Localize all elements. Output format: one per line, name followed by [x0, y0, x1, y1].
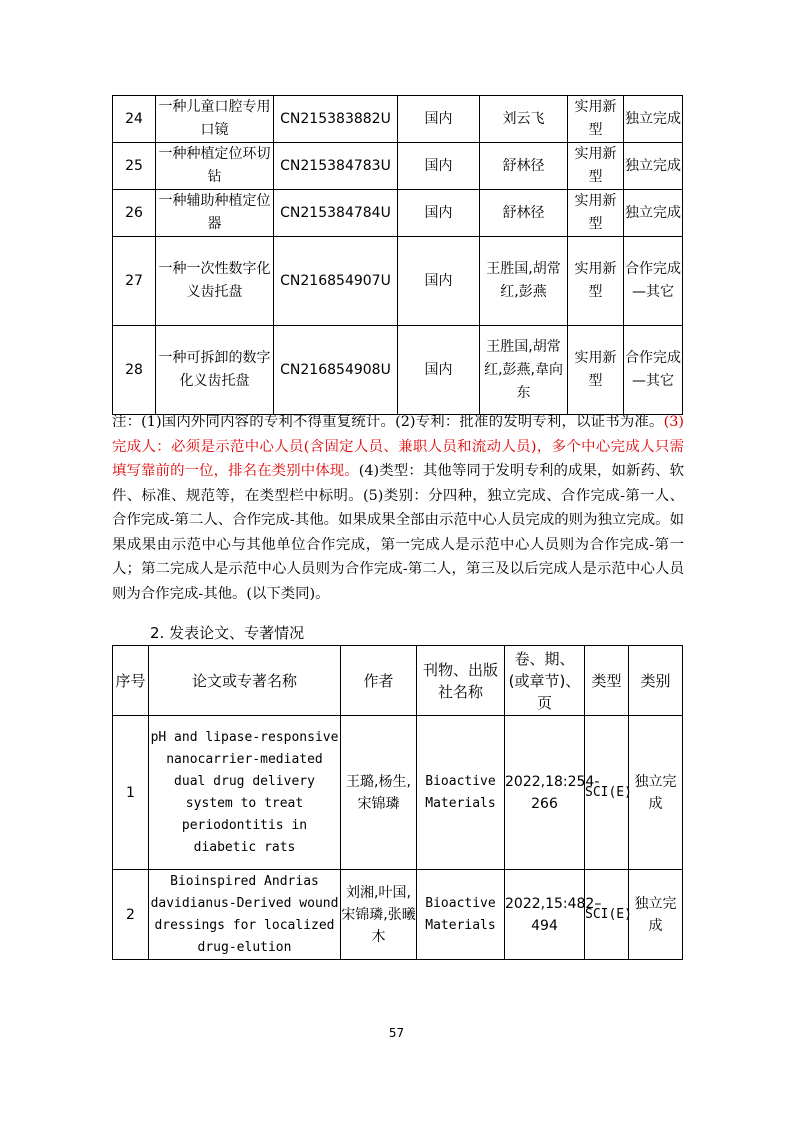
note-part-1: 注：(1)国内外同内容的专利不得重复统计。(2)专利：批准的发明专利，以证书为准。 — [112, 414, 664, 430]
paper-type: SCI(E) — [585, 870, 629, 960]
note-part-2: (3)完成人：必须是示范中心人员(含固定人员、兼职人员和流动人员)，多个中心完成人只需填写靠前的一位，排名在类别中体现。 — [112, 414, 684, 479]
header-author: 作者 — [341, 646, 417, 716]
patent-region: 国内 — [398, 143, 480, 190]
paper-journal: Bioactive Materials — [417, 870, 505, 960]
paper-volume: 2022,18:254-266 — [505, 716, 585, 870]
patent-number: CN215384783U — [274, 143, 398, 190]
patent-no: 28 — [113, 326, 156, 415]
patent-inventor: 王胜国,胡常红,彭燕 — [480, 237, 568, 326]
paper-title: Bioinspired Andrias davidianus-Derived wound dressings for localized drug-elution — [149, 870, 341, 960]
patent-row — [113, 190, 683, 237]
header-volume: 卷、期、(或章节)、页 — [505, 646, 585, 716]
paper-row — [113, 870, 683, 960]
page-number: 57 — [388, 1026, 405, 1040]
patent-category: 独立完成 — [624, 190, 683, 237]
patent-number: CN216854907U — [274, 237, 398, 326]
patent-inventor: 舒林径 — [480, 190, 568, 237]
patent-row — [113, 237, 683, 326]
patent-name: 一种辅助种植定位器 — [156, 190, 274, 237]
patent-category: 合作完成—其它 — [624, 326, 683, 415]
patent-table — [112, 95, 683, 415]
patent-name: 一种种植定位环切钻 — [156, 143, 274, 190]
paper-type: SCI(E) — [585, 716, 629, 870]
paper-author: 刘湘,叶国,宋锦璘,张曦木 — [341, 870, 417, 960]
paper-volume: 2022,15:482–494 — [505, 870, 585, 960]
patent-no: 24 — [113, 96, 156, 143]
patent-type: 实用新型 — [568, 326, 624, 415]
patent-no: 27 — [113, 237, 156, 326]
patent-name: 一种可拆卸的数字化义齿托盘 — [156, 326, 274, 415]
header-category: 类别 — [629, 646, 683, 716]
patent-category: 独立完成 — [624, 143, 683, 190]
patent-type: 实用新型 — [568, 237, 624, 326]
note-part-3: (4)类型：其他等同于发明专利的成果，如新药、软件、标准、规范等，在类型栏中标明。(5)类别：分四种，独立完成、合作完成-第一人、合作完成-第二人、合作完成-其他。如果成果全部由示范中心人员完成的则为独立完成。如果成果由示范中心与其他单位合作完成，第一完成人是示范中心人员则为合作完成-第一人；第二完成人是示范中心人员则为合作完成-第二人，第三及以后完成人是示范中心人员则为合作完成-其他。(以下类同)。 — [112, 463, 684, 602]
paper-no: 2 — [113, 870, 149, 960]
header-journal: 刊物、出版社名称 — [417, 646, 505, 716]
patent-type: 实用新型 — [568, 190, 624, 237]
paper-category: 独立完成 — [629, 870, 683, 960]
patent-number: CN215383882U — [274, 96, 398, 143]
patent-row — [113, 96, 683, 143]
patent-region: 国内 — [398, 96, 480, 143]
paper-author: 王璐,杨生,宋锦璘 — [341, 716, 417, 870]
patent-name: 一种儿童口腔专用口镜 — [156, 96, 274, 143]
paper-journal: Bioactive Materials — [417, 716, 505, 870]
section-heading: 2. 发表论文、专著情况 — [150, 624, 305, 642]
patent-inventor: 刘云飞 — [480, 96, 568, 143]
paper-no: 1 — [113, 716, 149, 870]
paper-category: 独立完成 — [629, 716, 683, 870]
paper-title: pH and lipase-responsive nanocarrier-mediated dual drug delivery system to treat periodontitis in diabetic rats — [149, 716, 341, 870]
patent-inventor: 王胜国,胡常红,彭燕,韋向东 — [480, 326, 568, 415]
header-type: 类型 — [585, 646, 629, 716]
patent-type: 实用新型 — [568, 96, 624, 143]
patent-number: CN215384784U — [274, 190, 398, 237]
patent-name: 一种一次性数字化义齿托盘 — [156, 237, 274, 326]
header-title: 论文或专著名称 — [149, 646, 341, 716]
patent-row — [113, 326, 683, 415]
paper-table — [112, 645, 683, 960]
patent-type: 实用新型 — [568, 143, 624, 190]
patent-category: 合作完成—其它 — [624, 237, 683, 326]
paper-header-row — [113, 646, 683, 716]
patent-category: 独立完成 — [624, 96, 683, 143]
patent-region: 国内 — [398, 237, 480, 326]
patent-no: 26 — [113, 190, 156, 237]
patent-inventor: 舒林径 — [480, 143, 568, 190]
patent-number: CN216854908U — [274, 326, 398, 415]
patent-region: 国内 — [398, 190, 480, 237]
paper-row — [113, 716, 683, 870]
patent-region: 国内 — [398, 326, 480, 415]
header-no: 序号 — [113, 646, 149, 716]
table-note — [112, 410, 684, 606]
patent-no: 25 — [113, 143, 156, 190]
patent-row — [113, 143, 683, 190]
